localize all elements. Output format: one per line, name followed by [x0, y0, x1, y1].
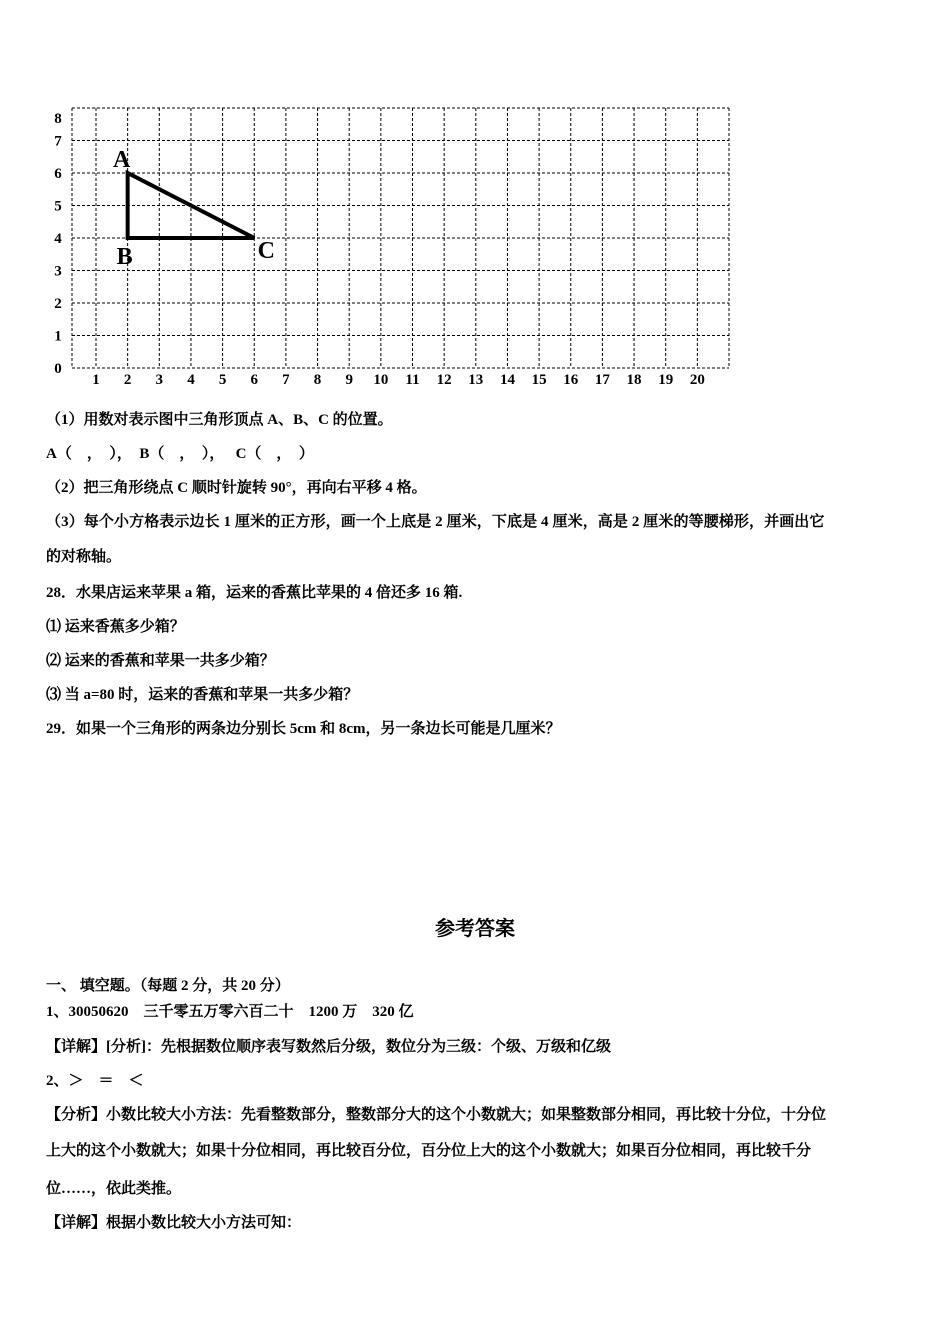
vertex-label-b: B [116, 244, 133, 270]
coordinate-grid [0, 0, 950, 400]
y-tick-label: 1 [54, 328, 62, 345]
question-27-answer-blanks[interactable]: A（ ， ）， B（ ， ）， C（ ， ） [46, 446, 314, 462]
x-tick-label: 8 [313, 372, 322, 388]
question-28-sub2: ⑵ 运来的香蕉和苹果一共多少箱？ [46, 653, 275, 669]
x-tick-label: 20 [689, 372, 705, 388]
y-tick-label: 5 [54, 198, 62, 215]
answer-2-analysis-cont: 上大的这个小数就大；如果十分位相同，再比较百分位，百分位上大的这个小数就大；如果百分位相同，再比较千分 [46, 1143, 812, 1159]
question-29: 29．如果一个三角形的两条边分别长 5cm 和 8cm，另一条边长可能是几厘米？ [46, 721, 561, 737]
x-tick-label: 19 [658, 372, 674, 388]
x-tick-label: 14 [499, 372, 515, 388]
question-27-part2: （2）把三角形绕点 C 顺时针旋转 90°，再向右平移 4 格。 [46, 480, 427, 496]
answer-2-analysis: 【分析】小数比较大小方法：先看整数部分，整数部分大的这个小数就大；如果整数部分相同，再比较十分位，十分位 [46, 1107, 827, 1123]
y-tick-label: 6 [54, 166, 62, 182]
x-tick-label: 9 [345, 372, 353, 388]
vertex-label-c: C [257, 238, 275, 264]
x-tick-label: 10 [373, 372, 389, 388]
answer-2-analysis-end: 位……，依此类推。 [46, 1181, 182, 1197]
answer-1: 1、30050620 三千零五万零六百二十 1200 万 320 亿 [46, 1004, 414, 1020]
answers-title: 参考答案 [435, 918, 515, 940]
x-tick-label: 1 [92, 372, 100, 388]
x-tick-label: 2 [123, 372, 132, 388]
triangle-abc [113, 147, 275, 270]
x-tick-label: 11 [405, 372, 420, 388]
x-tick-label: 18 [626, 372, 642, 388]
x-tick-label: 12 [436, 372, 452, 388]
y-tick-label: 2 [54, 296, 62, 312]
x-tick-label: 15 [531, 372, 547, 388]
y-tick-label: 8 [54, 111, 62, 127]
y-tick-label: 4 [54, 231, 62, 247]
y-tick-label: 0 [54, 361, 62, 377]
answer-2-detail: 【详解】根据小数比较大小方法可知： [46, 1215, 302, 1231]
x-tick-label: 5 [218, 372, 227, 388]
x-tick-label: 16 [563, 372, 579, 388]
axis-tick-labels [54, 111, 705, 388]
question-27-part3: （3）每个小方格表示边长 1 厘米的正方形，画一个上底是 2 厘米，下底是 4 厘米，高是 2 厘米的等腰梯形，并画出它 [46, 514, 825, 530]
vertex-label-a: A [112, 147, 131, 173]
answer-2: 2、＞ ＝ ＜ [46, 1073, 144, 1089]
x-tick-label: 4 [187, 372, 195, 388]
x-tick-label: 7 [282, 372, 290, 388]
y-tick-label: 7 [54, 133, 62, 150]
question-28-sub1: ⑴ 运来香蕉多少箱？ [46, 619, 185, 635]
answer-1-detail: 【详解】[分析]：先根据数位顺序表写数然后分级，数位分为三级：个级、万级和亿级 [46, 1039, 611, 1055]
x-tick-label: 6 [250, 372, 258, 388]
answers-section-heading: 一、 填空题。（每题 2 分，共 20 分） [46, 978, 290, 994]
question-28-sub3: ⑶ 当 a=80 时，运来的香蕉和苹果一共多少箱？ [46, 687, 359, 703]
y-tick-label: 3 [54, 263, 62, 280]
x-tick-label: 13 [468, 372, 484, 388]
question-27-part3-cont: 的对称轴。 [46, 549, 122, 565]
question-27-part1: （1）用数对表示图中三角形顶点 A、B、C 的位置。 [46, 412, 393, 428]
x-tick-label: 3 [155, 372, 164, 388]
question-28: 28．水果店运来苹果 a 箱，运来的香蕉比苹果的 4 倍还多 16 箱. [46, 585, 463, 601]
x-tick-label: 17 [594, 372, 610, 388]
